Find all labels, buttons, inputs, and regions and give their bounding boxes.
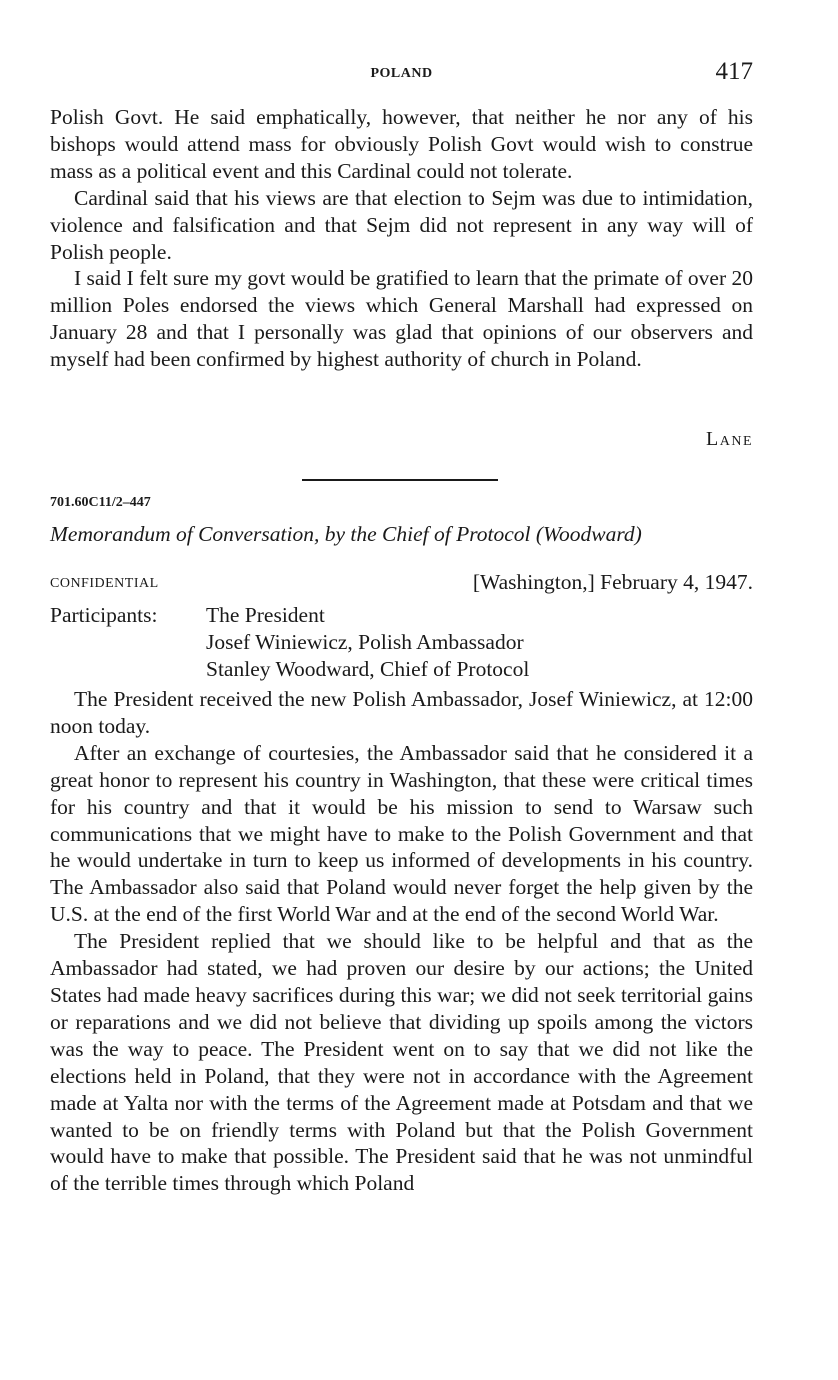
document-title: Memorandum of Conversation, by the Chief of Protocol (Woodward) (50, 522, 642, 546)
signature: Lane (706, 428, 753, 450)
page-number: 417 (715, 58, 753, 85)
classification-label: CONFIDENTIAL (50, 576, 159, 591)
memo-paragraph-1: The President received the new Polish Ambassador, Josef Winiewicz, at 12:00 noon today. (50, 687, 753, 738)
continued-paragraph-1: Polish Govt. He said emphatically, however, that neither he nor any of his bishops would attend mass for obviously Polish Govt would wish to construe mass as a political event and this Cardinal could not tolerate. (50, 105, 753, 183)
running-head (50, 58, 753, 88)
continued-paragraph-2: Cardinal said that his views are that election to Sejm was due to intimidation, violence and falsification and that Sejm did not represent in any way will of Polish people. (50, 185, 753, 264)
participant: Josef Winiewicz, Polish Ambassador (206, 629, 524, 654)
memo-paragraph-2: After an exchange of courtesies, the Ambassador said that he considered it a great honor to represent his country in Washington, that these were critical times for his country and that it would be his mission to send to Warsaw such communications that we might have to make to the Polish Government and that he would undertake in turn to keep us informed of developments in his country. The Ambassador also said that Poland would never forget the help given by the U.S. at the end of the first World War and at the end of the second World War. (50, 740, 753, 927)
participants-list (206, 602, 529, 682)
place-date: [Washington,] February 4, 1947. (472, 570, 753, 594)
memo-paragraph-3: The President replied that we should like to be helpful and that as the Ambassador had stated, we had proven our desire by our actions; the United States had made heavy sacrifices during this war; we did not seek territorial gains or reparations and we did not believe that dividing up spoils among the victors was the way to peace. The President went on to say that we did not like the elections held in Poland, that they were not in accordance with the Agreement made at Yalta nor with the terms of the Agreement made at Potsdam and that we wanted to be on friendly terms with Poland but that the Polish Government would have to make that possible. The President said that he was not unmindful of the terrible times through which Poland (50, 929, 753, 1196)
continued-text (50, 104, 753, 373)
participant: The President (206, 603, 325, 627)
classification-row (50, 570, 753, 598)
section-divider (302, 479, 498, 481)
participants-label: Participants: (50, 603, 158, 627)
continued-paragraph-3: I said I felt sure my govt would be gratified to learn that the primate of over 20 million Poles endorsed the views which General Marshall had expressed on January 28 and that I personally was glad that opinions of our observers and myself had been confirmed by highest authority of church in Poland. (50, 266, 753, 372)
file-number: 701.60C11/2–447 (50, 495, 151, 510)
participant: Stanley Woodward, Chief of Protocol (206, 656, 530, 681)
running-title: POLAND (370, 66, 433, 81)
memorandum-body (50, 686, 753, 1197)
